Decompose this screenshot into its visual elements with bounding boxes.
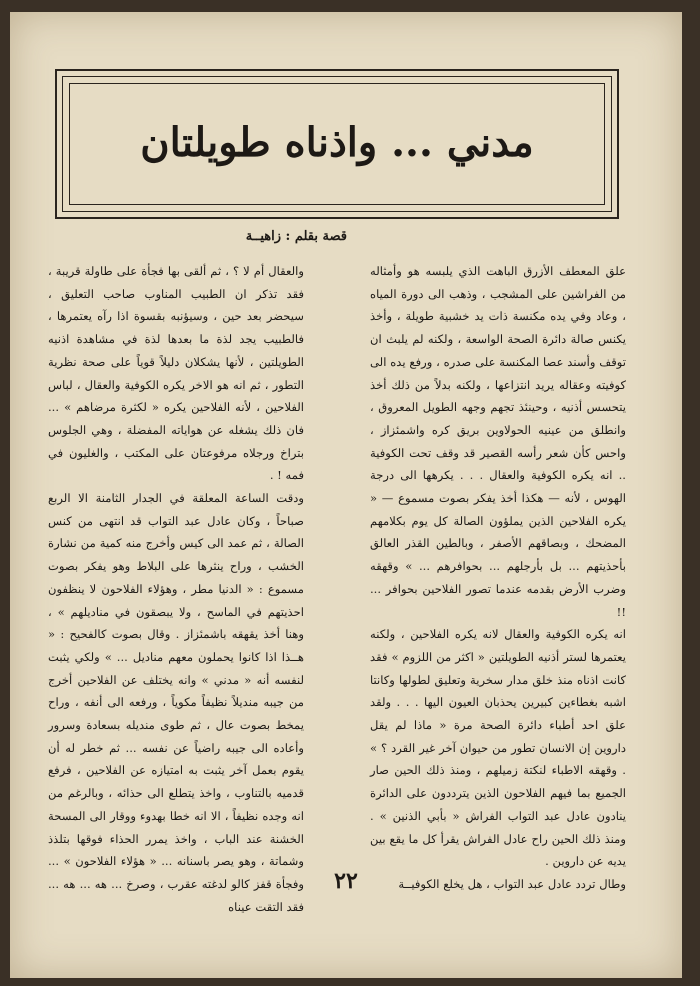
paragraph: والعقال أم لا ؟ ، ثم ألقى بها فجأة على طاولة قريبة ، فقد تذكر ان الطبيب المناوب صاحب التعليق ، سيحضر بعد حين ، وسيؤنبه بقسوة اذا رآه يعتمرها ، فالطبيب يجد لذة ما بعدها لذة في مشاهدة اذنيه الطويلتين ، لأنها يشكلان دليلاً قوياً على صحة نظرية التطور ، ثم انه هو الاخر يكره الكوفية والعقال ، لباس الفلاحين ، لأنه الفلاحين يكره « لكثرة مرضاهم » ... فان ذلك يشغله عن هواياته المفضلة ، وهي الجلوس بتراخ ورجلاه مرفوعتان على المكتب ، والغليون في فمه ! . — [48, 264, 304, 483]
author-byline: قصة بقلم : زاهيــة — [245, 229, 347, 244]
right-column — [370, 260, 626, 896]
paragraph: ودقت الساعة المعلقة في الجدار الثامنة الا الربع صباحاً ، وكان عادل عبد التواب قد انتهى من كنس الصالة ، ثم عمد الى كيس وأخرج منه كمية من نشارة الخشب ، وراح ينثرها على البلاط وهو يفكر بصوت مسموع : « الدنيا مطر ، وهؤلاء الفلاحون لا ينظفون احذيتهم في الماسح ، ولا يبصقون في مناديلهم » ، وهنا أخذ يقهقه باشمئزاز . وقال بصوت كالفحيح : « هــذا اذا كانوا يحملون معهم مناديل ... » ولكي يثبت لنفسه أنه « مدني » وانه يختلف عن الفلاحين أخرج من جيبه منديلاً نظيفاً مكوياً ، ورفعه الى أنفه ، وراح يمخط بصوت عال ، ثم طوى منديله بسعادة وسرور وأعاده الى جيبه راضياً عن نفسه ... ثم خطر له أن يقوم بعمل آخر يثبت به امتيازه عن الفلاحين ، فرفع قدميه بالتناوب ، واخذ يتطلع الى حذائه ، وبالرغم من انه وجده نظيفاً ، الا انه خطا بهدوء ووقار الى المسحة الخشنة عند الباب ، واخذ يمرر الحذاء فوقها بتلذذ وشماتة ، وهو يصر باسنانه ... « هؤلاء الفلاحون » ... وفجأة قفز كالو لدغته عقرب ، وصرخ ... هه ... هه ... فقد التقت عيناه — [48, 491, 304, 914]
page-number: ٢٢ — [334, 868, 358, 894]
paragraph: وطال تردد عادل عبد التواب ، هل يخلع الكوفيــة — [398, 876, 626, 891]
paragraph: علق المعطف الأزرق الباهت الذي يلبسه هو وأمثاله من الفراشين على المشجب ، وذهب الى دورة المياه ، وعاد وفي يده مكنسة ذات يد خشبية طويلة ، وأخذ يكنس صالة دائرة الصحة الواسعة ، ولكنه لم يلبث ان توقف وأسند عصا المكنسة على صدره ، ورفع يده الى كوفيته وعقاله يريد انتزاعها ، ولكنه بدلاً من ذلك أخذ يتحسس أذنيه ، وحينئذ تجهم وجهه الطويل المعروق ، وانطلق من عينيه الحولاوين بريق كره واشمئزاز ، واحس كأن شعر رأسه القصير قد وقف تحت الكوفية .. انه يكره الكوفية والعقال . . . يكرهها الى درجة الهوس ، لأنه — هكذا أخذ يفكر بصوت مسموع — « يكره الفلاحين الذين يملؤون الصالة كل يوم بكلامهم المضحك ، وبصاقهم الأصفر ، وبالطين القذر العالق بأحذيتهم ... بل بأرجلهم ... بحوافرهم ... » وقهقه وضرب الأرض بقدمه عندما تصور الفلاحين بحوافر ... !! — [370, 264, 626, 619]
title-frame — [55, 69, 619, 219]
paragraph: انه يكره الكوفية والعقال لانه يكره الفلاحين ، ولكنه يعتمرها لستر أذنيه الطويلتين « اكثر من اللزوم » فقد كانت اذناه منذ خلق مدار سخرية وتعليق لطولها وكانتا اشبه بغطاءين كبيرين يحذبان العيون اليها . . . ولقد علق احد أطباء دائرة الصحة مرة « ماذا لم يقل داروين إن الانسان تطور من حيوان آخر غير القرد ؟ » . وقهقه الاطباء لنكتة زميلهم ، ومنذ ذلك الحين صار الجميع بما فيهم الفلاحون الذين يترددون على الدائرة ينادون عادل عبد التواب الفراش « بأبي الذنين » . ومنذ ذلك الحين راح عادل الفراش يقرأ كل ما يقع بين يديه عن داروين . — [370, 627, 626, 869]
left-column — [48, 260, 304, 918]
magazine-page — [10, 12, 682, 978]
story-title: مدني ... واذناه طويلتان — [140, 119, 534, 166]
